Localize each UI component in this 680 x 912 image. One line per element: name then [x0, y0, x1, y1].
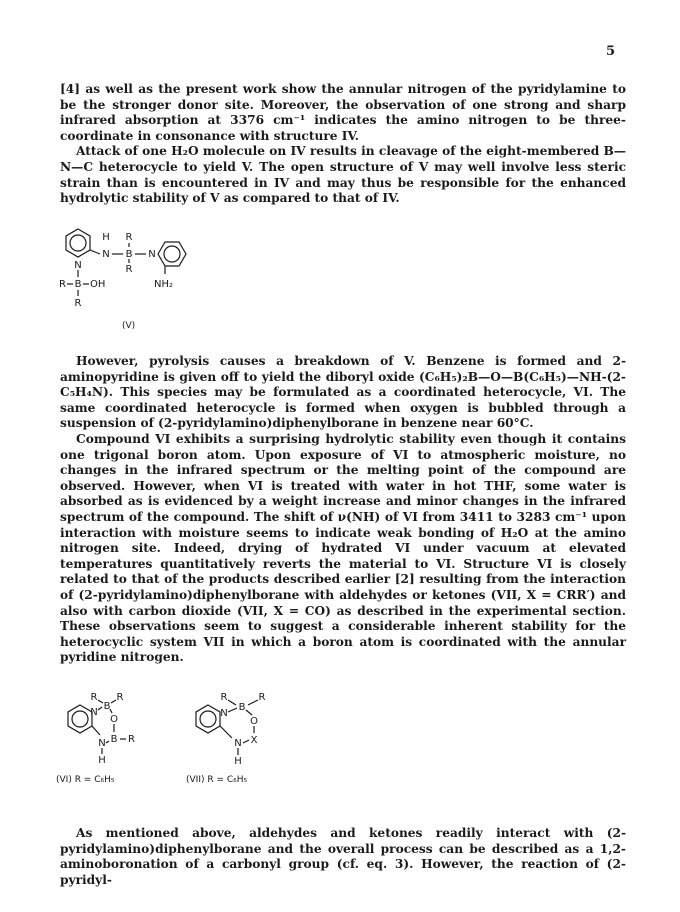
aromatic-circle	[70, 235, 86, 251]
bond	[228, 700, 236, 705]
atom-n: N	[90, 707, 98, 718]
page-number: 5	[606, 44, 616, 59]
atom-r: R	[125, 264, 133, 275]
structure-vi	[50, 688, 200, 786]
atom-b: B	[103, 701, 111, 712]
atom-b: B	[238, 702, 246, 713]
atom-h: H	[234, 756, 242, 767]
bond	[106, 741, 109, 743]
atom-r: R	[90, 692, 98, 703]
paragraph: However, pyrolysis causes a breakdown of V. Benzene is formed and 2-aminopyridine is given off to yield the diboryl oxide (C₆H₅)₂B—O—B(C₆H₅)—NH-(2-C₅H₄N). This species may be formulated as a coordinated heterocycle, VI. The same coordinated heterocycle is formed when oxygen is bubbled through a suspension of (2-pyridylamino)diphenylborane in benzene near 60°C.	[60, 354, 626, 431]
atom-o: O	[110, 714, 118, 725]
bond	[98, 707, 102, 710]
bond	[246, 710, 252, 715]
bond	[98, 700, 103, 703]
aromatic-circle	[72, 711, 88, 727]
atom-oh: OH	[90, 279, 106, 290]
paragraph: [4] as well as the present work show the annular nitrogen of the pyridylamine to be the stronger donor site. Moreover, the observation of one strong and sharp infrared absorption at 3376 cm⁻¹ indicates the amino nitrogen to be three-coordinate in consonance with structure IV.	[60, 82, 626, 143]
atom-h: H	[102, 232, 110, 243]
structure-v	[50, 224, 250, 336]
atom-n: N	[234, 738, 242, 749]
atom-r: R	[220, 692, 228, 703]
structure-vii	[180, 688, 330, 786]
paragraph: Attack of one H₂O molecule on IV results in cleavage of the eight-membered B—N—C heterocycle to yield V. The open structure of V may well involve less steric strain than is encountered in IV and may thus be responsible for the enhanced hydrolytic stability of V as compared to that of IV.	[60, 144, 626, 206]
text-block-middle	[60, 354, 626, 666]
atom-n: N	[74, 260, 82, 271]
bond	[228, 708, 237, 712]
bond	[111, 700, 116, 703]
text-block-top	[60, 82, 626, 207]
atom-h: H	[98, 755, 106, 766]
atom-x: X	[250, 735, 258, 746]
atom-n: N	[148, 249, 156, 260]
bond	[92, 726, 100, 735]
atom-n: N	[102, 249, 110, 260]
compound-label-v: (V)	[122, 321, 136, 331]
atom-n: N	[220, 708, 228, 719]
bond	[243, 740, 249, 743]
paragraph: Compound VI exhibits a surprising hydrolytic stability even though it contains one trigonal boron atom. Upon exposure of VI to atmospheric moisture, no changes in the infrared spectrum or the melting point of the compound are observed. However, when VI is treated with water in hot THF, some water is absorbed as is evidenced by a weight increase and minor changes in the infrared spectrum of the compound. The shift of ν(NH) of VI from 3411 to 3283 cm⁻¹ upon interaction with moisture seems to indicate weak bonding of H₂O at the amino nitrogen site. Indeed, drying of hydrated VI under vacuum at elevated temperatures quantitatively reverts the material to VI. Structure VI is closely related to that of the products described earlier [2] resulting from the interaction of (2-pyridylamino)diphenylborane with aldehydes or ketones (VII, X = CRR′) and also with carbon dioxide (VII, X = CO) as described in the experimental section. These observations seem to suggest a considerable inherent stability for the heterocyclic system VII in which a boron atom is coordinated with the annular pyridine nitrogen.	[60, 431, 626, 665]
atom-r: R	[258, 692, 266, 703]
atom-r: R	[116, 692, 124, 703]
aromatic-circle	[200, 711, 216, 727]
atom-b: B	[125, 249, 133, 260]
atom-nh2: NH₂	[154, 279, 174, 290]
atom-b: B	[74, 279, 82, 290]
atom-o: O	[250, 716, 258, 727]
bond	[90, 250, 100, 254]
text-block-bottom	[60, 826, 626, 888]
atom-r: R	[128, 734, 135, 745]
bond	[220, 726, 232, 738]
atom-r: R	[59, 279, 66, 290]
bond	[248, 700, 258, 705]
compound-label-vi: (VI) R = C₆H₅	[56, 775, 115, 785]
compound-label-vii: (VII) R = C₆H₅	[186, 775, 248, 785]
atom-b: B	[110, 734, 118, 745]
atom-r: R	[125, 232, 133, 243]
atom-n: N	[98, 738, 106, 749]
aromatic-circle	[164, 246, 180, 262]
atom-r: R	[74, 298, 82, 309]
paragraph: As mentioned above, aldehydes and ketones readily interact with (2-pyridylamino)diphenylborane and the overall process can be described as a 1,2-aminoboronation of a carbonyl group (cf. eq. 3). However, the reaction of (2-pyridyl-	[60, 826, 626, 887]
